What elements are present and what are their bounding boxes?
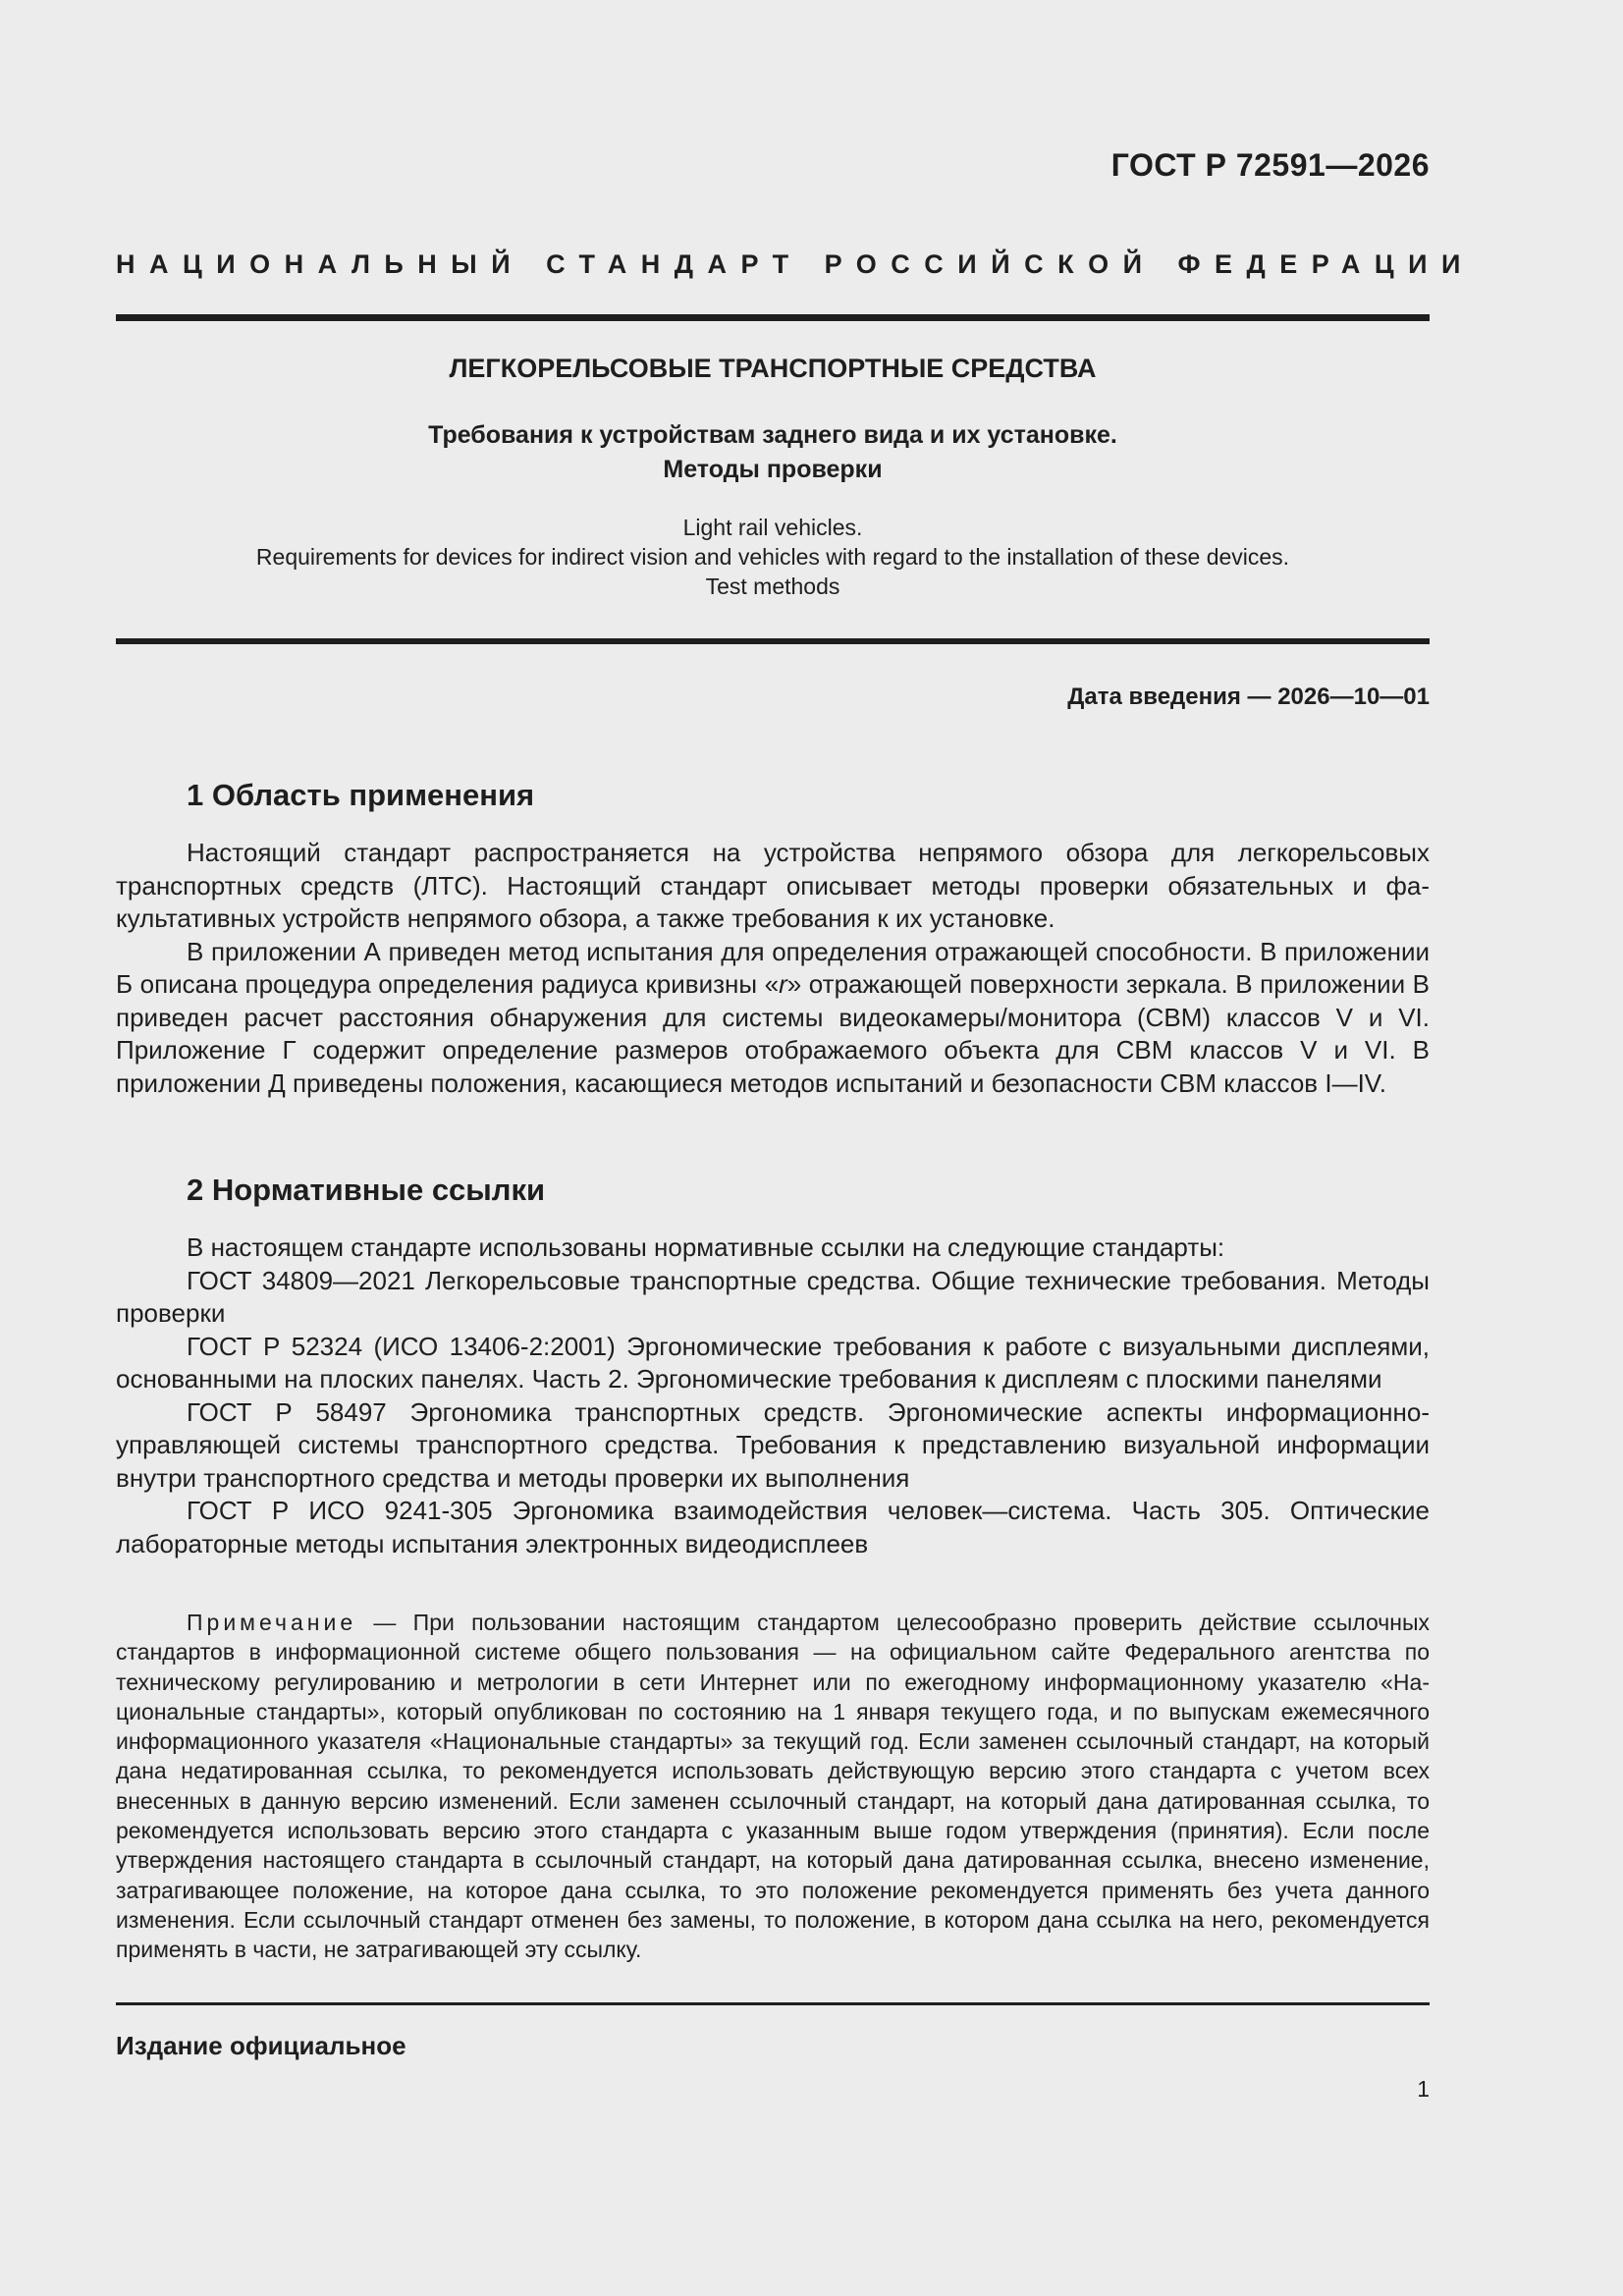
- radius-symbol: r: [779, 969, 787, 999]
- section-1-heading: 1 Область применения: [187, 778, 535, 812]
- subtitle-line: Требования к устройствам заднего вида и их установке.: [428, 421, 1117, 449]
- section-1-body: [116, 837, 1430, 1100]
- introduction-date: Дата введения — 2026—10—01: [1067, 683, 1430, 710]
- paragraph-text: » отражающей поверхности зеркала. В приложении В приведен расчет расстояния обнаружения для системы видеокамеры/монитора (СВМ) классов V и VI. Приложение Г содержит определение размеров отображаемого объекта для СВМ классов V и VI. В приложении Д приведены положения, касающиеся методов испытаний и безопасности СВМ классов I—IV.: [116, 969, 1430, 1098]
- paragraph: [116, 936, 1430, 1101]
- page-number: 1: [1417, 2076, 1430, 2102]
- top-divider: [116, 314, 1430, 321]
- official-edition-label: Издание официальное: [116, 2031, 406, 2060]
- title-bottom-divider: [116, 638, 1430, 644]
- document-number: ГОСТ Р 72591—2026: [1110, 147, 1430, 183]
- english-title-line: Requirements for devices for indirect vision and vehicles with regard to the installation of these devices.: [255, 544, 1290, 570]
- reference-item: ГОСТ Р ИСО 9241-305 Эргономика взаимодействия человек—система. Часть 305. Оптические лабораторные методы испытания электронных видеодисплеев: [116, 1496, 1430, 1558]
- english-title-line: Test methods: [705, 574, 840, 599]
- footer-divider: [116, 2002, 1430, 2005]
- note-text: — При пользовании настоящим стандартом целесообразно проверить действие ссылочных стандартов в информационной системе общего пользования — на официальном сайте Федерального агентства по техническому регулированию и метрологии в сети Интернет или по ежегодному информационному указателю «Национальные стандарты», который опубликован по состоянию на 1 января текущего года, и по выпускам ежемесячного информационного указателя «Национальные стандарты» за текущий год. Если заменен ссылочный стандарт, на который дана недатированная ссылка, то рекомендуется использовать действующую версию этого стандарта с учетом всех внесенных в данную версию изменений. Если заменен ссылочный стандарт, на который дана датированная ссылка, то рекомендуется использовать версию этого стандарта с указанным выше годом утверждения (принятия). Если после утверждения настоящего стандарта в ссылочный стандарт, на который дана датированная ссылка, внесено изменение, затрагивающее положение, на которое дана ссылка, то это положение рекомендуется применять без учета данного изменения. Если ссылочный стандарт отменен без замены, то положение, в котором дана ссылка на него, рекомендуется применять в части, не затрагивающей эту ссылку.: [116, 1610, 1430, 1963]
- reference-item: ГОСТ 34809—2021 Легкорельсовые транспортные средства. Общие технические требования. Методы проверки: [116, 1265, 1430, 1328]
- document-subtitle: [116, 418, 1430, 487]
- english-title-line: Light rail vehicles.: [682, 515, 863, 540]
- national-standard-banner: НАЦИОНАЛЬНЫЙ СТАНДАРТ РОССИЙСКОЙ ФЕДЕРАЦИИ: [116, 249, 1475, 279]
- paragraph-text: В приложении А приведен метод испытания для определения отражающей способности. В приложении Б описана процедура определения радиуса кривизны «: [116, 936, 1430, 999]
- note: [116, 1608, 1430, 1965]
- note-label: Примечание: [187, 1610, 357, 1635]
- subtitle-line: Методы проверки: [663, 456, 883, 483]
- paragraph: Настоящий стандарт распространяется на устройства непрямого обзора для легкорельсовых транспортных средств (ЛТС). Настоящий стандарт описывает методы проверки обязательных и факультативных устройств непрямого обзора, а также требования к их установке.: [116, 838, 1430, 933]
- english-title: [116, 513, 1430, 601]
- section-2-heading: 2 Нормативные ссылки: [187, 1173, 546, 1207]
- reference-item: ГОСТ Р 58497 Эргономика транспортных средств. Эргономические аспекты информационно-управляющей системы транспортного средства. Требования к представлению визуальной информации внутри транспортного средства и методы проверки их выполнения: [116, 1396, 1430, 1493]
- section-2-body: [116, 1231, 1430, 1560]
- document-title: ЛЕГКОРЕЛЬСОВЫЕ ТРАНСПОРТНЫЕ СРЕДСТВА: [449, 354, 1097, 383]
- reference-item: ГОСТ Р 52324 (ИСО 13406-2:2001) Эргономические требования к работе с визуальными дисплеями, основанными на плоских панелях. Часть 2. Эргономические требования к дисплеям с плоскими панелями: [116, 1331, 1430, 1394]
- paragraph: В настоящем стандарте использованы нормативные ссылки на следующие стандарты:: [187, 1232, 1225, 1262]
